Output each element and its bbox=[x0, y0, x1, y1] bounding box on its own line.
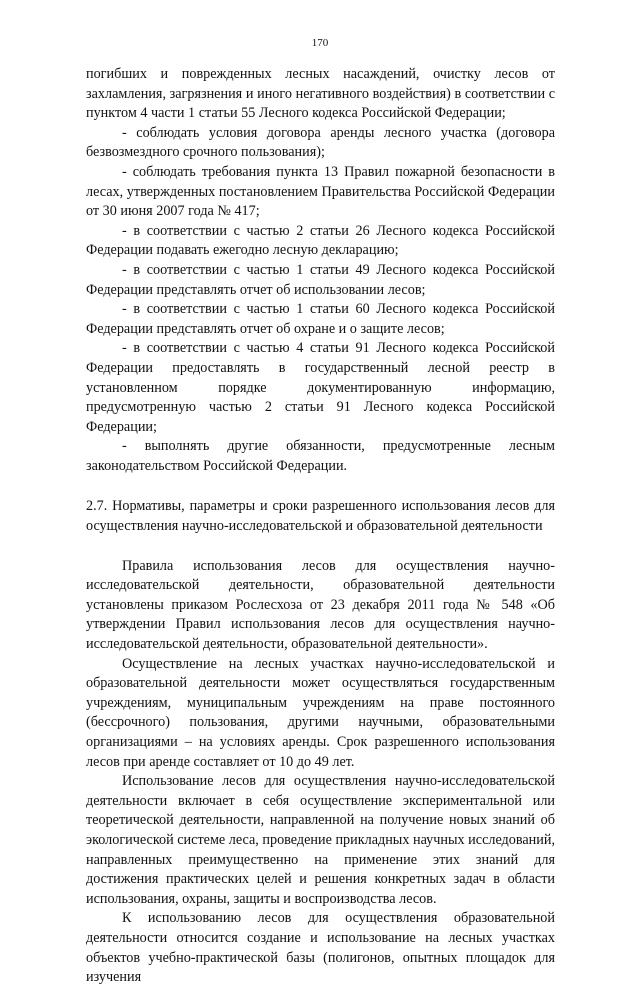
paragraph: - в соответствии с частью 2 статьи 26 Лесного кодекса Российской Федерации подавать ежегодно лесную декларацию; bbox=[86, 222, 555, 259]
paragraph: - соблюдать требования пункта 13 Правил пожарной безопасности в лесах, утвержденных постановлением Правительства Российской Федерации от 30 июня 2007 года № 417; bbox=[86, 163, 555, 220]
paragraph: погибших и поврежденных лесных насаждений, очистку лесов от захламления, загрязнения и иного негативного воздействия) в соответствии с пунктом 4 части 1 статьи 55 Лесного кодекса Российской Федерации; bbox=[86, 66, 555, 122]
body-text bbox=[86, 65, 555, 988]
paragraph: Использование лесов для осуществления научно-исследовательской деятельности включает в себя осуществление экспериментальной или теоретической деятельности, направленной на получение новых знаний об экологической системе леса, проведение прикладных научных исследований, направленных преимущественно на применение этих знаний для достижения практических целей и решения конкретных задач в области использования, охраны, защиты и воспроизводства лесов. bbox=[86, 773, 555, 907]
section-body bbox=[86, 557, 555, 988]
paragraph: - соблюдать условия договора аренды лесного участка (договора безвозмездного срочного пользования); bbox=[86, 124, 555, 161]
paragraph: - в соответствии с частью 1 статьи 49 Лесного кодекса Российской Федерации представлять отчет об использовании лесов; bbox=[86, 261, 555, 298]
paragraph: - в соответствии с частью 4 статьи 91 Лесного кодекса Российской Федерации предоставлять в государственный лесной реестр в установленном порядке документированную информацию, предусмотренную частью 2 статьи 91 Лесного кодекса Российской Федерации; bbox=[86, 340, 555, 435]
paragraph: - выполнять другие обязанности, предусмотренные лесным законодательством Российской Федерации. bbox=[86, 438, 555, 474]
obligations-list bbox=[86, 65, 555, 476]
paragraph: К использованию лесов для осуществления образовательной деятельности относится создание и использование на лесных участках объектов учебно-практической базы (полигонов, опытных площадок для изучения bbox=[86, 910, 555, 986]
paragraph: Правила использования лесов для осуществления научно-исследовательской деятельности, образовательной деятельности установлены приказом Рослесхоза от 23 декабря 2011 года № 548 «Об утверждении Правил использования лесов для осуществления научно-исследовательской деятельности, образовательной деятельности». bbox=[86, 557, 555, 653]
paragraph: Осуществление на лесных участках научно-исследовательской и образовательной деятельности может осуществляться государственным учреждениям, муниципальным учреждениям на праве постоянного (бессрочного) пользования, другими научными, образовательными организациями – на условиях аренды. Срок разрешенного использования лесов при аренде составляет от 10 до 49 лет. bbox=[86, 655, 555, 770]
page-number: 170 bbox=[311, 37, 329, 49]
section-heading: 2.7. Нормативы, параметры и сроки разрешенного использования лесов для осуществления научно-исследовательской и образовательной деятельности bbox=[86, 498, 555, 535]
spacer bbox=[86, 476, 555, 497]
spacer bbox=[86, 537, 555, 557]
paragraph: - в соответствии с частью 1 статьи 60 Лесного кодекса Российской Федерации представлять отчет об охране и о защите лесов; bbox=[86, 301, 555, 337]
